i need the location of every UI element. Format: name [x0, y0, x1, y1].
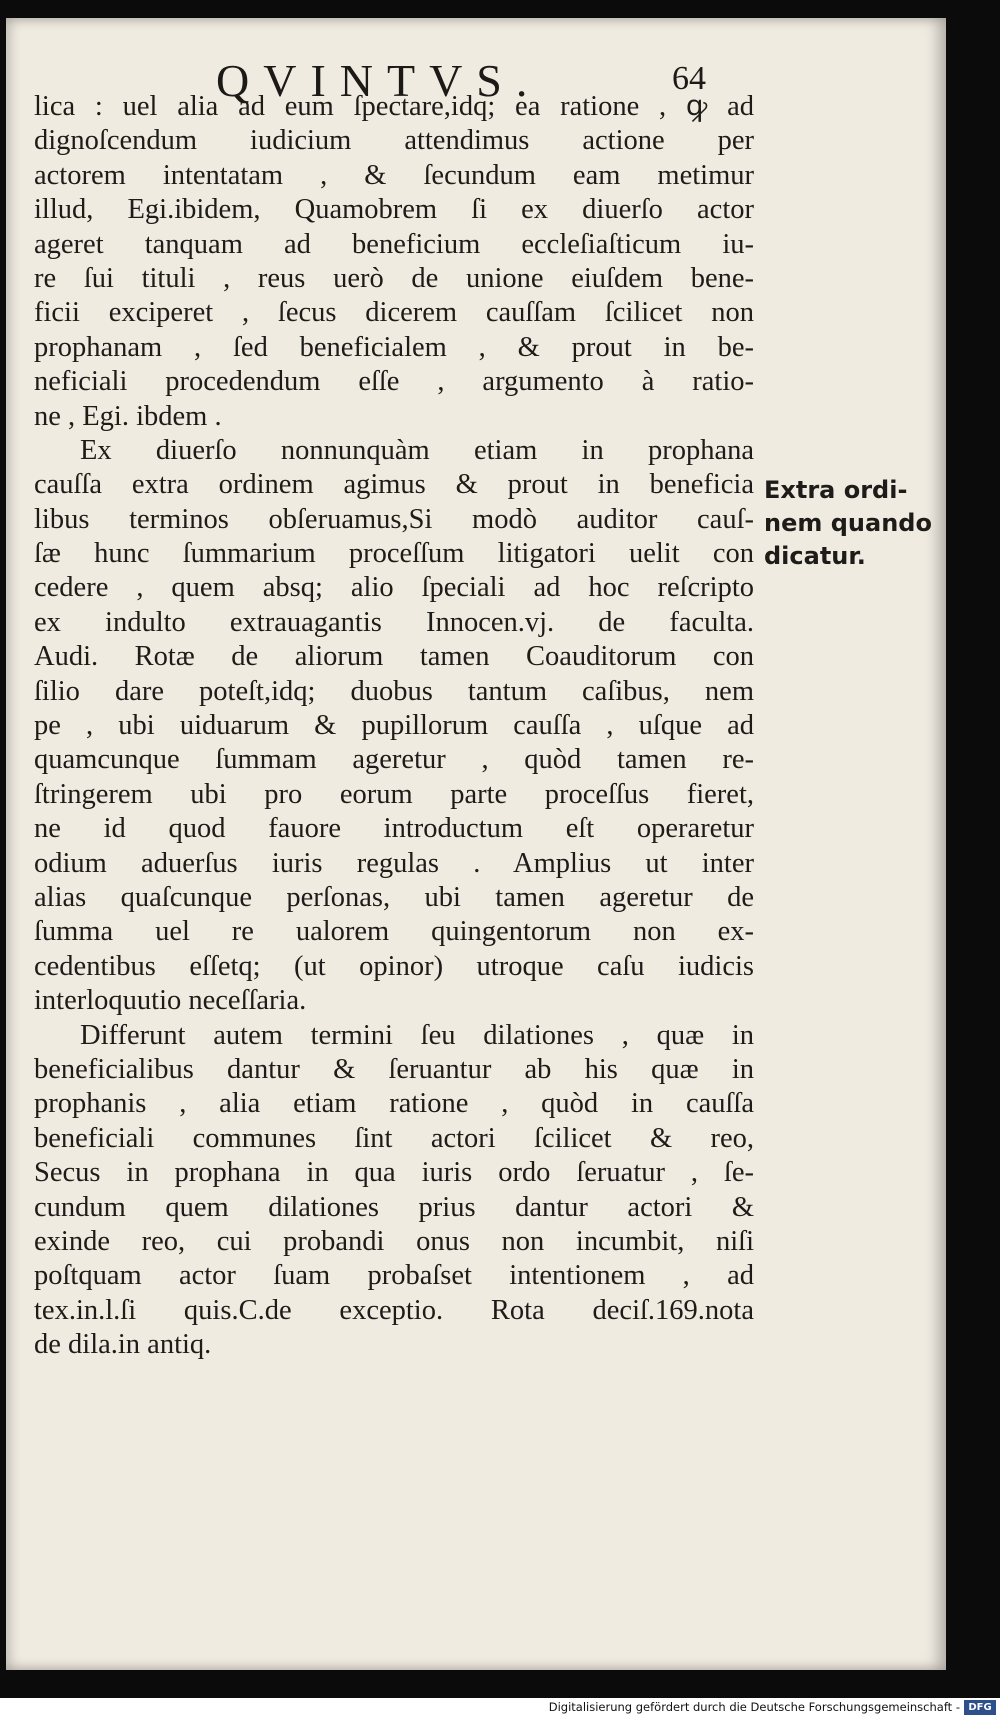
margin-note — [764, 474, 944, 573]
text-line: ſumma uel re ualorem quingentorum non ex- — [34, 916, 754, 948]
text-line: ſæ hunc ſummarium proceſſum litigatori uelit con — [34, 538, 754, 570]
dfg-logo-icon: DFG — [964, 1700, 996, 1715]
book-page — [6, 18, 946, 1670]
body-text — [34, 90, 754, 1362]
text-line: de dila.in antiq. — [34, 1329, 212, 1361]
footer-bar — [0, 1698, 1000, 1718]
text-line: actorem intentatam , & ſecundum eam metimur — [34, 159, 754, 191]
funding-credit: Digitalisierung gefördert durch die Deutsche Forschungsgemeinschaft - — [548, 1700, 960, 1714]
text-line: beneficiali communes ſint actori ſcilicet & reo, — [34, 1122, 754, 1154]
text-line: ne id quod fauore introductum eſt operaretur — [34, 813, 754, 845]
paragraph-start-line: Differunt autem termini ſeu dilationes , quæ in — [80, 1019, 754, 1051]
page-number: 64 — [672, 60, 706, 97]
text-line: tex.in.l.ſi quis.C.de exceptio. Rota deciſ.169.nota — [34, 1294, 754, 1326]
text-line: cauſſa extra ordinem agimus & prout in beneficia — [34, 469, 754, 501]
text-line: Secus in prophana in qua iuris ordo ſeruatur , ſe- — [34, 1157, 754, 1189]
text-line: ſtringerem ubi pro eorum parte proceſſus fieret, — [34, 778, 754, 810]
text-line: ex indulto extrauagantis Innocen.vj. de facultа. — [34, 606, 754, 638]
text-line: illud, Egi.ibidem, Quamobrem ſi ex diuerſo actor — [34, 194, 754, 226]
text-line: prophanam , ſed beneficialem , & prout in be- — [34, 331, 754, 363]
text-line: beneficialibus dantur & ſeruantur ab his quæ in — [34, 1053, 754, 1085]
text-line: ageret tanquam ad beneficium eccleſiaſticum iu- — [34, 228, 754, 260]
text-line: cedentibus eſſetq; (ut opinor) utroque caſu iudicis — [34, 950, 754, 982]
text-line: odium aduerſus iuris regulas . Amplius ut inter — [34, 847, 754, 879]
text-line: ficii exciperet , ſecus dicerem cauſſam ſcilicet non — [34, 297, 754, 329]
text-line: prophanis , alia etiam ratione , quòd in cauſſa — [34, 1088, 754, 1120]
running-head: QVINTVS. — [216, 55, 542, 106]
text-line: poſtquam actor ſuam probaſset intentionem , ad — [34, 1260, 754, 1292]
text-line: re ſui tituli , reus uerò de unione eiuſdem bene- — [34, 262, 754, 294]
text-line: pe , ubi uiduarum & pupillorum cauſſa , uſque ad — [34, 710, 754, 742]
text-line: quamcunque ſummam ageretur , quòd tamen re- — [34, 744, 754, 776]
text-line: cundum quem dilationes prius dantur actori & — [34, 1191, 754, 1223]
text-line: lica : uel alia ad eum ſpectare,idq; ea ratione , ꝙ ad — [34, 91, 754, 122]
text-line: dignoſcendum iudicium attendimus actione per — [34, 125, 754, 157]
text-line: ne , Egi. ibdem . — [34, 400, 222, 432]
margin-note-line: dicatur. — [764, 542, 866, 570]
text-line: interloquutio neceſſaria. — [34, 985, 307, 1017]
text-line: ſilio dare poteſt,idq; duobus tantum caſibus, nem — [34, 675, 754, 707]
margin-note-line: nem quando — [764, 509, 932, 537]
text-line: neficiali procedendum eſſe , argumento à ratio- — [34, 366, 754, 398]
text-line: libus terminos obſeruamus,Si modò auditor cauſ- — [34, 503, 754, 535]
text-line: cedere , quem absq; alio ſpeciali ad hoc reſcripto — [34, 572, 754, 604]
margin-note-line: Extra ordi- — [764, 476, 908, 504]
text-line: Audi. Rotæ de aliorum tamen Coauditorum con — [34, 641, 754, 673]
paragraph-start-line: Ex diuerſo nonnunquàm etiam in prophana — [80, 434, 754, 466]
text-line: exinde reo, cui probandi onus non incumbit, niſi — [34, 1225, 754, 1257]
text-line: alias quaſcunque perſonas, ubi tamen ageretur de — [34, 881, 754, 913]
